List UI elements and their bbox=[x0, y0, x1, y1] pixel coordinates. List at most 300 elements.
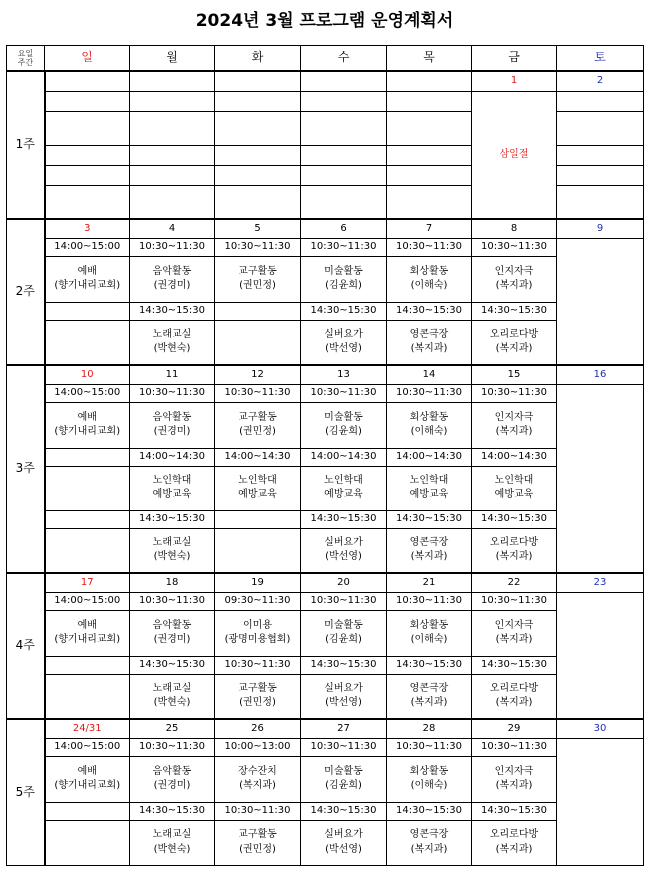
time-cell: 14:30~15:30 bbox=[387, 656, 472, 674]
empty-cell bbox=[557, 165, 644, 185]
empty-cell bbox=[215, 185, 301, 219]
program-cell bbox=[130, 610, 215, 656]
empty-cell bbox=[130, 185, 215, 219]
program-cell bbox=[130, 402, 215, 448]
time-cell: 10:30~11:30 bbox=[215, 384, 301, 402]
empty-cell bbox=[45, 302, 130, 320]
program-cell bbox=[215, 610, 301, 656]
program-cell bbox=[130, 466, 215, 510]
time-cell: 14:30~15:30 bbox=[130, 510, 215, 528]
empty-cell bbox=[215, 510, 301, 528]
time-cell: 10:30~11:30 bbox=[301, 738, 387, 756]
week4-program-row bbox=[7, 674, 644, 719]
program-text: 실버요가 bbox=[324, 829, 363, 840]
program-text: 예방교육 bbox=[494, 489, 534, 500]
program-text: 예방교육 bbox=[152, 489, 192, 500]
time-cell: 14:30~15:30 bbox=[301, 802, 387, 820]
week-label: 1주 bbox=[7, 71, 45, 219]
empty-cell bbox=[301, 165, 387, 185]
program-text: 인지자극 bbox=[494, 411, 534, 423]
schedule-table bbox=[6, 45, 644, 866]
date-cell: 2 bbox=[557, 71, 644, 91]
empty-cell bbox=[215, 302, 301, 320]
program-text: (향기내리교회) bbox=[54, 280, 121, 291]
empty-cell bbox=[301, 71, 387, 91]
date-cell: 19 bbox=[215, 573, 301, 592]
program-cell bbox=[215, 756, 301, 802]
program-text: (복지과) bbox=[239, 780, 276, 791]
program-text: 음악활동 bbox=[152, 765, 192, 777]
date-cell: 9 bbox=[557, 219, 644, 238]
week-label: 2주 bbox=[7, 219, 45, 365]
date-cell: 6 bbox=[301, 219, 387, 238]
program-text: (김윤희) bbox=[325, 426, 362, 437]
empty-cell bbox=[387, 91, 472, 111]
program-text: 실버요가 bbox=[324, 328, 363, 340]
day-fri: 금 bbox=[472, 46, 557, 72]
empty-cell bbox=[557, 592, 644, 719]
program-cell bbox=[215, 256, 301, 302]
empty-cell bbox=[557, 238, 644, 365]
date-cell: 15 bbox=[472, 365, 557, 384]
program-text: 영콘극장 bbox=[409, 682, 449, 694]
program-text: 인지자극 bbox=[494, 265, 534, 277]
week2-date-row bbox=[7, 219, 644, 238]
empty-cell bbox=[557, 738, 644, 865]
date-cell: 28 bbox=[387, 719, 472, 738]
program-text: 노래교실 bbox=[152, 829, 192, 840]
program-cell bbox=[387, 402, 472, 448]
time-cell: 14:30~15:30 bbox=[301, 510, 387, 528]
program-cell bbox=[130, 528, 215, 573]
program-cell bbox=[301, 610, 387, 656]
week3-time-row bbox=[7, 510, 644, 528]
program-text: 회상활동 bbox=[409, 265, 449, 277]
program-text: (박현숙) bbox=[153, 843, 191, 855]
program-text: (권민정) bbox=[239, 697, 276, 709]
program-text: 노인학대 bbox=[152, 474, 192, 486]
day-mon: 월 bbox=[130, 46, 215, 72]
date-cell: 23 bbox=[557, 573, 644, 592]
time-cell: 14:30~15:30 bbox=[130, 656, 215, 674]
program-text: (복지과) bbox=[495, 551, 533, 563]
program-text: (권민정) bbox=[239, 843, 276, 855]
program-text: 교구활동 bbox=[238, 411, 277, 423]
program-text: 예방교육 bbox=[409, 489, 449, 500]
empty-cell bbox=[557, 91, 644, 111]
program-cell bbox=[387, 820, 472, 865]
time-cell: 14:30~15:30 bbox=[130, 302, 215, 320]
time-cell: 14:30~15:30 bbox=[472, 802, 557, 820]
program-text: 노인학대 bbox=[494, 474, 534, 486]
time-cell: 14:30~15:30 bbox=[387, 802, 472, 820]
time-cell: 14:00~15:00 bbox=[45, 384, 130, 402]
program-text: 미술활동 bbox=[324, 265, 363, 277]
program-text: 영콘극장 bbox=[409, 328, 449, 340]
time-cell: 14:00~14:30 bbox=[130, 448, 215, 466]
empty-cell bbox=[557, 185, 644, 219]
empty-cell bbox=[130, 111, 215, 145]
date-cell: 22 bbox=[472, 573, 557, 592]
date-cell: 10 bbox=[45, 365, 130, 384]
program-text: (김윤희) bbox=[325, 780, 362, 791]
program-text: (복지과) bbox=[495, 780, 533, 791]
week4-time-row bbox=[7, 592, 644, 610]
empty-cell bbox=[45, 448, 130, 466]
program-text: 미술활동 bbox=[324, 765, 363, 777]
empty-cell bbox=[45, 802, 130, 820]
program-cell bbox=[215, 674, 301, 719]
empty-cell bbox=[130, 91, 215, 111]
time-cell: 10:30~11:30 bbox=[472, 592, 557, 610]
time-cell: 10:30~11:30 bbox=[387, 384, 472, 402]
program-cell bbox=[45, 402, 130, 448]
empty-cell bbox=[301, 91, 387, 111]
date-cell: 13 bbox=[301, 365, 387, 384]
program-text: 예배 bbox=[77, 765, 97, 777]
program-cell bbox=[472, 674, 557, 719]
empty-cell bbox=[387, 185, 472, 219]
time-cell: 10:30~11:30 bbox=[215, 656, 301, 674]
program-cell bbox=[301, 466, 387, 510]
program-cell bbox=[45, 256, 130, 302]
time-cell: 14:30~15:30 bbox=[387, 302, 472, 320]
time-cell: 10:00~13:00 bbox=[215, 738, 301, 756]
week5-date-row bbox=[7, 719, 644, 738]
time-cell: 10:30~11:30 bbox=[130, 738, 215, 756]
date-cell: 18 bbox=[130, 573, 215, 592]
program-text: 오리로다방 bbox=[489, 536, 539, 548]
program-text: (권민정) bbox=[239, 280, 276, 291]
time-cell: 14:30~15:30 bbox=[472, 510, 557, 528]
program-cell bbox=[215, 820, 301, 865]
day-thu: 목 bbox=[387, 46, 472, 72]
program-text: (김윤희) bbox=[325, 634, 362, 645]
program-cell bbox=[472, 402, 557, 448]
program-text: (이해숙) bbox=[410, 426, 448, 437]
program-text: 예배 bbox=[77, 265, 97, 277]
week3-program-row bbox=[7, 402, 644, 448]
date-cell: 14 bbox=[387, 365, 472, 384]
program-text: (이해숙) bbox=[410, 280, 448, 291]
empty-cell bbox=[45, 111, 130, 145]
empty-cell bbox=[301, 185, 387, 219]
program-text: (광명미용협회) bbox=[224, 634, 291, 645]
program-cell bbox=[387, 674, 472, 719]
time-cell: 10:30~11:30 bbox=[301, 238, 387, 256]
program-cell bbox=[387, 756, 472, 802]
empty-cell bbox=[130, 165, 215, 185]
program-cell bbox=[472, 256, 557, 302]
time-cell: 14:00~14:30 bbox=[301, 448, 387, 466]
time-cell: 14:00~14:30 bbox=[387, 448, 472, 466]
empty-cell bbox=[130, 71, 215, 91]
time-cell: 10:30~11:30 bbox=[301, 592, 387, 610]
program-text: 미술활동 bbox=[324, 411, 363, 423]
program-cell bbox=[472, 820, 557, 865]
week4-date-row bbox=[7, 573, 644, 592]
program-text: 예배 bbox=[77, 619, 97, 631]
day-sun: 일 bbox=[45, 46, 130, 72]
program-text: (박선영) bbox=[325, 551, 362, 563]
time-cell: 10:30~11:30 bbox=[215, 802, 301, 820]
empty-cell bbox=[45, 510, 130, 528]
week4-time-row bbox=[7, 656, 644, 674]
program-text: (권경미) bbox=[153, 780, 191, 791]
program-text: 교구활동 bbox=[238, 829, 277, 840]
week2-program-row bbox=[7, 256, 644, 302]
empty-cell bbox=[45, 674, 130, 719]
program-text: (박선영) bbox=[325, 343, 362, 355]
time-cell: 10:30~11:30 bbox=[130, 384, 215, 402]
program-text: (권민정) bbox=[239, 426, 276, 437]
program-cell bbox=[45, 756, 130, 802]
empty-cell bbox=[45, 185, 130, 219]
program-text: (복지과) bbox=[495, 634, 533, 645]
week1-row bbox=[7, 91, 644, 111]
program-text: (박선영) bbox=[325, 697, 362, 709]
empty-cell bbox=[301, 145, 387, 165]
program-text: 노인학대 bbox=[238, 474, 277, 486]
time-cell: 14:00~14:30 bbox=[472, 448, 557, 466]
week-label: 5주 bbox=[7, 719, 45, 865]
date-cell: 4 bbox=[130, 219, 215, 238]
empty-cell bbox=[387, 71, 472, 91]
date-cell: 16 bbox=[557, 365, 644, 384]
program-cell bbox=[472, 528, 557, 573]
week2-program-row bbox=[7, 320, 644, 365]
program-text: (박현숙) bbox=[153, 697, 191, 709]
program-text: (복지과) bbox=[495, 343, 533, 355]
program-cell bbox=[130, 674, 215, 719]
corner-bottom: 주간 bbox=[17, 58, 34, 67]
program-text: 예배 bbox=[77, 411, 97, 423]
day-tue: 화 bbox=[215, 46, 301, 72]
empty-cell bbox=[45, 320, 130, 365]
program-cell bbox=[301, 256, 387, 302]
program-cell bbox=[472, 320, 557, 365]
program-cell bbox=[387, 320, 472, 365]
program-text: (복지과) bbox=[495, 697, 533, 709]
header-row bbox=[7, 46, 644, 72]
program-cell bbox=[301, 674, 387, 719]
program-text: 회상활동 bbox=[409, 411, 449, 423]
time-cell: 14:30~15:30 bbox=[130, 802, 215, 820]
program-text: (향기내리교회) bbox=[54, 780, 121, 791]
program-cell bbox=[215, 402, 301, 448]
date-cell: 17 bbox=[45, 573, 130, 592]
program-text: (복지과) bbox=[495, 843, 533, 855]
program-text: 인지자극 bbox=[494, 619, 534, 631]
program-cell bbox=[130, 320, 215, 365]
time-cell: 14:30~15:30 bbox=[472, 656, 557, 674]
day-sat: 토 bbox=[557, 46, 644, 72]
time-cell: 10:30~11:30 bbox=[387, 238, 472, 256]
time-cell: 10:30~11:30 bbox=[215, 238, 301, 256]
time-cell: 10:30~11:30 bbox=[387, 738, 472, 756]
empty-cell bbox=[130, 145, 215, 165]
empty-cell bbox=[215, 111, 301, 145]
time-cell: 14:00~15:00 bbox=[45, 738, 130, 756]
program-cell bbox=[387, 610, 472, 656]
time-cell: 14:00~15:00 bbox=[45, 238, 130, 256]
time-cell: 10:30~11:30 bbox=[130, 592, 215, 610]
empty-cell bbox=[387, 145, 472, 165]
time-cell: 10:30~11:30 bbox=[472, 238, 557, 256]
program-cell bbox=[387, 256, 472, 302]
week5-program-row bbox=[7, 756, 644, 802]
empty-cell bbox=[301, 111, 387, 145]
program-text: (박현숙) bbox=[153, 343, 191, 355]
program-cell bbox=[301, 756, 387, 802]
program-text: (권경미) bbox=[153, 280, 191, 291]
program-text: (복지과) bbox=[495, 426, 533, 437]
program-cell bbox=[130, 820, 215, 865]
date-cell: 24/31 bbox=[45, 719, 130, 738]
program-cell bbox=[472, 466, 557, 510]
empty-cell bbox=[557, 111, 644, 145]
program-text: 오리로다방 bbox=[489, 328, 539, 340]
week3-program-row bbox=[7, 466, 644, 510]
program-text: 회상활동 bbox=[409, 619, 449, 631]
empty-cell bbox=[45, 145, 130, 165]
week3-program-row bbox=[7, 528, 644, 573]
program-cell bbox=[215, 466, 301, 510]
program-text: (복지과) bbox=[410, 697, 448, 709]
program-text: 장수잔치 bbox=[238, 765, 277, 777]
empty-cell bbox=[215, 71, 301, 91]
program-cell bbox=[301, 320, 387, 365]
week-label: 3주 bbox=[7, 365, 45, 573]
program-text: (권경미) bbox=[153, 426, 191, 437]
program-text: (복지과) bbox=[410, 551, 448, 563]
program-text: 교구활동 bbox=[238, 265, 277, 277]
corner-top: 요일 bbox=[17, 48, 34, 58]
date-cell: 26 bbox=[215, 719, 301, 738]
week3-date-row bbox=[7, 365, 644, 384]
program-text: 음악활동 bbox=[152, 265, 192, 277]
week2-time-row bbox=[7, 238, 644, 256]
empty-cell bbox=[215, 528, 301, 573]
program-text: 노래교실 bbox=[152, 536, 192, 548]
date-cell: 27 bbox=[301, 719, 387, 738]
date-cell: 3 bbox=[45, 219, 130, 238]
program-text: (향기내리교회) bbox=[54, 426, 121, 437]
program-text: (이해숙) bbox=[410, 634, 448, 645]
program-text: 예방교육 bbox=[324, 489, 363, 500]
week-label: 4주 bbox=[7, 573, 45, 719]
program-text: 교구활동 bbox=[238, 682, 277, 694]
program-cell bbox=[472, 756, 557, 802]
empty-cell bbox=[45, 820, 130, 865]
program-cell bbox=[472, 610, 557, 656]
empty-cell bbox=[45, 165, 130, 185]
time-cell: 14:30~15:30 bbox=[301, 656, 387, 674]
date-cell: 30 bbox=[557, 719, 644, 738]
program-text: (향기내리교회) bbox=[54, 634, 121, 645]
program-cell bbox=[130, 256, 215, 302]
empty-cell bbox=[387, 111, 472, 145]
date-cell: 7 bbox=[387, 219, 472, 238]
empty-cell bbox=[45, 528, 130, 573]
week4-program-row bbox=[7, 610, 644, 656]
program-text: 오리로다방 bbox=[489, 682, 539, 694]
program-text: (이해숙) bbox=[410, 780, 448, 791]
program-text: 이미용 bbox=[243, 619, 272, 631]
empty-cell bbox=[557, 145, 644, 165]
time-cell: 10:30~11:30 bbox=[301, 384, 387, 402]
program-cell bbox=[301, 528, 387, 573]
program-cell bbox=[387, 528, 472, 573]
time-cell: 14:30~15:30 bbox=[387, 510, 472, 528]
time-cell: 14:00~15:00 bbox=[45, 592, 130, 610]
program-text: (복지과) bbox=[410, 343, 448, 355]
program-text: 영콘극장 bbox=[409, 536, 449, 548]
empty-cell bbox=[215, 165, 301, 185]
time-cell: 14:00~14:30 bbox=[215, 448, 301, 466]
program-text: (권경미) bbox=[153, 634, 191, 645]
holiday-cell: 삼일절 bbox=[472, 91, 557, 219]
date-cell: 20 bbox=[301, 573, 387, 592]
program-cell bbox=[130, 756, 215, 802]
date-cell: 1 bbox=[472, 71, 557, 91]
program-text: 노래교실 bbox=[152, 682, 192, 694]
empty-cell bbox=[45, 466, 130, 510]
program-text: (복지과) bbox=[410, 843, 448, 855]
program-cell bbox=[387, 466, 472, 510]
date-cell: 21 bbox=[387, 573, 472, 592]
empty-cell bbox=[45, 71, 130, 91]
empty-cell bbox=[45, 656, 130, 674]
empty-cell bbox=[215, 91, 301, 111]
program-text: 회상활동 bbox=[409, 765, 449, 777]
date-cell: 12 bbox=[215, 365, 301, 384]
time-cell: 10:30~11:30 bbox=[472, 738, 557, 756]
date-cell: 8 bbox=[472, 219, 557, 238]
program-cell bbox=[45, 610, 130, 656]
program-text: 오리로다방 bbox=[489, 829, 539, 840]
program-text: 실버요가 bbox=[324, 536, 363, 548]
program-text: 실버요가 bbox=[324, 682, 363, 694]
date-cell: 29 bbox=[472, 719, 557, 738]
week1-date-row bbox=[7, 71, 644, 91]
time-cell: 10:30~11:30 bbox=[130, 238, 215, 256]
program-text: 음악활동 bbox=[152, 619, 192, 631]
program-text: 미술활동 bbox=[324, 619, 363, 631]
program-text: 노인학대 bbox=[409, 474, 449, 486]
time-cell: 14:30~15:30 bbox=[301, 302, 387, 320]
time-cell: 09:30~11:30 bbox=[215, 592, 301, 610]
week5-program-row bbox=[7, 820, 644, 865]
date-cell: 5 bbox=[215, 219, 301, 238]
program-text: 인지자극 bbox=[494, 765, 534, 777]
program-text: (복지과) bbox=[495, 280, 533, 291]
corner-cell bbox=[7, 46, 45, 72]
week2-time-row bbox=[7, 302, 644, 320]
program-text: 영콘극장 bbox=[409, 829, 449, 840]
date-cell: 11 bbox=[130, 365, 215, 384]
program-cell bbox=[301, 402, 387, 448]
empty-cell bbox=[45, 91, 130, 111]
time-cell: 10:30~11:30 bbox=[387, 592, 472, 610]
program-text: 음악활동 bbox=[152, 411, 192, 423]
empty-cell bbox=[215, 145, 301, 165]
program-text: (김윤희) bbox=[325, 280, 362, 291]
program-cell bbox=[301, 820, 387, 865]
empty-cell bbox=[557, 384, 644, 573]
program-text: 노인학대 bbox=[324, 474, 363, 486]
week3-time-row bbox=[7, 384, 644, 402]
